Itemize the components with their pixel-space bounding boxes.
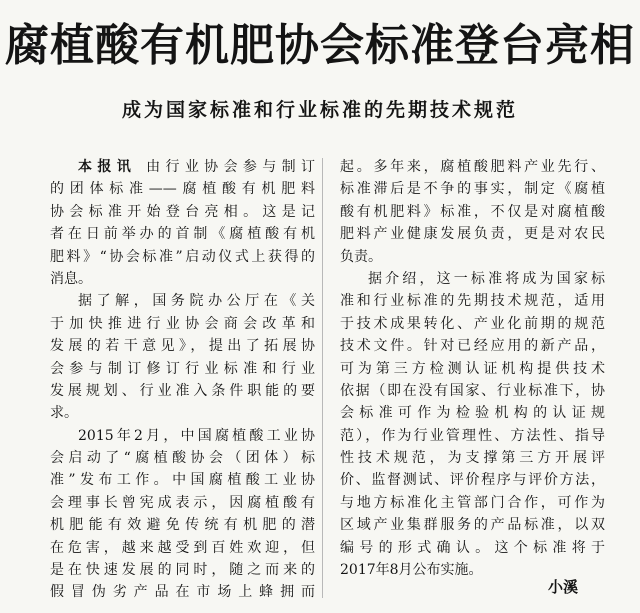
article-column-left	[50, 156, 315, 604]
right-column-line: 可为第三方检测认证机构提供技术	[340, 360, 605, 377]
left-column-line: 会理事长曾宪成表示，因腐植酸有	[50, 494, 315, 511]
right-column-line: 性技术规范，为支撑第三方开展评	[340, 450, 605, 467]
left-column-line: 假冒伪劣产品在市场上蜂拥而	[50, 584, 315, 601]
article-column-right	[340, 156, 605, 581]
article-subheadline: 成为国家标准和行业标准的先期技术规范	[121, 99, 518, 121]
right-column-line: 标准滞后是不争的事实，制定《腐植	[340, 181, 605, 198]
left-column-line: 发展的若干意见》，提出了拓展协	[50, 338, 315, 355]
article-headline: 腐植酸有机肥协会标准登台亮相	[5, 20, 635, 71]
right-column-line: 负责。	[340, 248, 382, 265]
right-column-line: 会标准可作为检验机构的认证规	[340, 405, 605, 422]
left-column-line: 是在快速发展的同时，随之而来的	[50, 562, 315, 579]
right-column-line: 准和行业标准的先期技术规范，适用	[340, 293, 605, 310]
column-divider	[322, 158, 323, 598]
left-column-line: 发展规划、行业准入条件职能的要	[50, 382, 315, 399]
left-column-line: 会参与制订修订行业标准和行业	[50, 360, 315, 377]
right-column-line: 依据（即在没有国家、行业标准下，协	[340, 382, 605, 399]
left-column-line: 于加快推进行业协会商会改革和	[50, 315, 315, 332]
right-column-line: 技术文件。针对已经应用的新产品，	[340, 338, 605, 355]
right-column-line: 2017年8月公布实施。	[340, 562, 483, 579]
article-dateline: 本报讯	[78, 159, 137, 175]
left-column-line: 者在日前举办的首制《腐植酸有机	[50, 226, 315, 243]
right-column-line: 区域产业集群服务的产品标准，以双	[340, 517, 605, 534]
left-column-line: 在危害，越来越受到百姓欢迎，但	[50, 539, 315, 556]
right-column-line: 编号的形式确认。这个标准将于	[340, 539, 605, 556]
right-column-line: 于技术成果转化、产业化前期的规范	[340, 315, 605, 332]
right-column-line: 据介绍，这一标准将成为国家标	[368, 270, 605, 287]
left-column-line: 机肥能有效避免传统有机肥的潜	[50, 517, 315, 534]
text-run: 由行业协会参与制订	[146, 159, 315, 175]
left-column-line: 会启动了“腐植酸协会（团体）标	[50, 450, 315, 467]
left-column-line: 消息。	[50, 270, 92, 287]
left-column-line: 准”发布工作。中国腐植酸工业协	[50, 472, 315, 489]
left-column-line: 的团体标准——腐植酸有机肥料	[50, 181, 315, 198]
left-column-line: 2015年2月，中国腐植酸工业协	[78, 427, 315, 444]
right-column-line: 与地方标准化主管部门合作，可作为	[340, 494, 605, 511]
right-column-line: 范），作为行业管理性、方法性、指导	[340, 427, 605, 444]
right-column-line: 价、监督测试、评价程序与评价方法，	[340, 472, 605, 489]
right-column-line: 起。多年来，腐植酸肥料产业先行、	[340, 159, 605, 175]
left-column-line	[50, 156, 315, 178]
left-column-line: 据了解，国务院办公厅在《关	[78, 293, 315, 310]
left-column-line: 协会标准开始登台亮相。这是记	[50, 203, 315, 220]
right-column-line: 肥料产业健康发展负责，更是对农民	[340, 226, 605, 243]
article-byline: 小溪	[548, 578, 579, 596]
left-column-line: 肥料》“协会标准”启动仪式上获得的	[50, 248, 315, 265]
left-column-line: 求。	[50, 405, 78, 422]
right-column-line: 酸有机肥料》标准，不仅是对腐植酸	[340, 203, 605, 220]
